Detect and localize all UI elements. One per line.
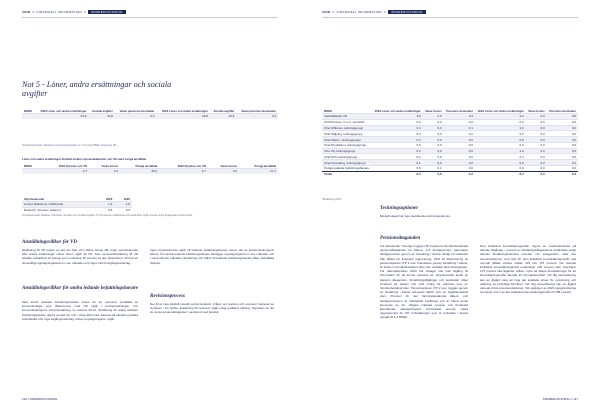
table-cell: 0,9 (372, 119, 423, 125)
header-rule (22, 17, 278, 18)
table-cell: Chef Produktion, ledningsgrupp (322, 142, 372, 148)
table-cell: 0,0 (423, 148, 444, 154)
table-cell: 1,8 (114, 202, 132, 208)
table-cell: 0,4 (89, 169, 120, 174)
table-cell: 0,0 (423, 142, 444, 148)
table-cell: 0,0 (547, 148, 578, 154)
table-cell: 0,0 (526, 119, 547, 125)
header-sep: // (332, 10, 335, 14)
column-header: 2022 Löner och andra ersättningar (477, 108, 524, 113)
table-cell: 0,0 (526, 114, 547, 120)
table-cell: 0,0 (526, 142, 547, 148)
page-header (22, 10, 126, 14)
table-cell: Chef Utveckling, ledningsgrupp (322, 160, 372, 166)
table-cell: 0,0 (444, 131, 475, 137)
table-cell: 0,8 (372, 166, 423, 172)
table-cell: 0,0 (526, 131, 547, 137)
table-note: Sociala kostnader inkluderar pensionskostnader om 4,3 (3,3) MSEK avseende VD. (22, 144, 118, 147)
table-cell: Totalt (322, 171, 372, 176)
column-header: 2022 (123, 196, 130, 201)
column-header: MSEK (24, 163, 33, 168)
table-cell: 0,3 (475, 142, 526, 148)
page-footer: 116 // ÅRSREDOVISNING (22, 397, 58, 401)
table-cell: 0,0 (526, 137, 547, 143)
table-row (22, 114, 278, 119)
table-cell: 29,8 (156, 114, 209, 119)
body-text: Den kollektiva konsolideringsnivån utgörs av marknadsvärdet på Alectas tillgångar i procent av försäkringsåtagandena beräknade enligt Alectas försäkringstekniska metoder och antaganden, vilka inte överensstämmer med IAS 19. Den kollektiva konsolideringsnivån ska normalt tillåtas variera mellan 125 och 175 procent. Om Alectas kollektiva konsolideringsnivå understiger 125 procent eller överstiger 175 procent ska åtgärder vidtas i syfte att skapa förutsättningar för att konsolideringsnivån återgår till normalintervallet. Vid låg konsolidering kan en åtgärd vara att höja det avtalade priset för nyteckning och utökning av befintliga förmåner. Vid hög konsolidering kan en åtgärd vara att införa premiereduktioner. Vid utgången av 2023 uppgick Alectas överskott i form av den kollektiva konsolideringsnivån till 158 procent. (480, 244, 576, 295)
table-cell: 33,0 (35, 114, 88, 119)
table-cell: Daniel R. Jonsson, ledamot (22, 207, 97, 212)
body-text: För tjänstemän i Sverige tryggas ITP 2-planens förmånsbestämda pensionsåtaganden för ålders- och familjepension (alternativt familjepension) genom en försäkring i Alecta. Enligt ett uttalande från Rådet för finansiell rapportering, UFR 10 Redovisning av pensionsplanen ITP 2 som finansieras genom försäkring i Alecta, är detta en förmånsbestämd plan som omfattar flera arbetsgivare. För räkenskapsåret 2023 har bolaget inte haft tillgång till information för att kunna redovisa sin proportionella andel av planens åtaganden, förvaltningstillgångar och kostnader vilket inneburit att planen inte varit möjlig att redovisa som en förmånsbestämd plan. Pensionsplanen ITP 2 som tryggas genom en försäkring i Alecta redovisas därför som en avgiftsbestämd plan. Premien för den förmånsbestämda ålders- och familjepensionen är individuellt beräknad och är bland annat beroende av lön, tidigare intjänad pension och förväntad återstående tjänstgöringstid. Förväntade premier nästa rapportperiod för ITP 2-försäkringar som är tecknade i Alecta uppgår till 1,2 MSEK. (380, 244, 468, 320)
table-cell: 0,9 (475, 160, 526, 166)
header-section: VINN (322, 10, 331, 14)
header-rule (322, 17, 578, 18)
table-cell: 0,0 (547, 160, 578, 166)
table-cell: 0,9 (475, 166, 526, 172)
table-cell: 0,0 (526, 171, 547, 176)
section-heading: Anställningsvillkor för VD (22, 240, 78, 245)
table-cell: 1,0 (475, 125, 526, 131)
table-cell: 0,0 (423, 137, 444, 143)
table-cell: 0,0 (423, 125, 444, 131)
column-header: Övriga anställda (254, 163, 276, 168)
header-breadcrumb: FINANSIELL INFORMATION (36, 10, 82, 14)
right-page (300, 0, 600, 407)
table-cell: Chef Markn., ledningsgrupp (322, 137, 372, 143)
header-sep: // (32, 10, 35, 14)
column-header: Pensions-kostnader (446, 108, 473, 113)
total-row (322, 171, 578, 176)
table-cell (22, 169, 40, 174)
column-header: Övriga anställda (135, 163, 158, 168)
table-note: *Ersättning 2022 (322, 198, 342, 201)
table-cell: 0,4 (475, 154, 526, 160)
page-title: Not 5 - Löner, andra ersättningar och sociala avgifter (22, 80, 172, 98)
table-cell: Verkställande VD (322, 114, 372, 120)
table-cell (22, 114, 35, 119)
table-cell: 30,3 (120, 169, 159, 174)
table-cell: 0,0 (208, 169, 239, 174)
section-heading: Teckningsoptioner (380, 206, 419, 211)
table-cell: 0,0 (547, 166, 578, 172)
table-cell: 0,0 (475, 119, 526, 125)
table-cell: 1,0 (475, 148, 526, 154)
table-cell: 2,7 (40, 169, 89, 174)
table-cell: CFO/Finance, fr.o.m. okt 2023 (322, 119, 372, 125)
section-heading: Revisionsprocess (150, 294, 185, 299)
table-row (22, 169, 278, 174)
table-cell: 10,9 (210, 114, 236, 119)
executive-pay-table (322, 108, 578, 177)
table-cell: 3,2 (475, 114, 526, 120)
table-cell: 0,0 (547, 137, 578, 143)
salary-table (22, 108, 278, 119)
table-cell: 8,4 (372, 171, 423, 176)
body-text: Ersättning till VD utgörs av fast lön från Vinn Wave Group AB. Inget styrelsearvode eller andra ersättningar utöver lönen utgår till VD. Som pensionsförsäkring till VD betalas månadsvis ett belopp som motsvarar 30 procent av den fasta lönen. VD har ett ömsesidigt uppsägningsavtal om sex månader och ingen rätt till avgångsvederlag. (22, 248, 138, 265)
table-cell: 2,7 (159, 169, 208, 174)
header-section: VINN (22, 10, 31, 14)
table-cell: 2,3 (547, 171, 578, 176)
table-cell: 0,3 (372, 148, 423, 154)
table-label: Löner och andra ersättningar fördelat mellan styrelseledamöter och VD samt övriga anställda (22, 157, 147, 161)
column-header: Varav pensions-kostnader (119, 108, 155, 113)
table-cell: 0,0 (444, 166, 475, 172)
table-cell: 0,0 (444, 160, 475, 166)
table-cell: 0,0 (547, 142, 578, 148)
page-header (322, 10, 426, 14)
section-heading: Pensionsåtaganden (380, 236, 421, 241)
table-cell: 0,0 (526, 166, 547, 172)
table-cell: 0,0 (444, 142, 475, 148)
table-cell: 3,3 (236, 114, 278, 119)
table-cell: 0,1 (372, 160, 423, 166)
column-header: MSEK (324, 108, 333, 113)
column-header: Varav bonus (528, 108, 545, 113)
body-text: Moderbolaget har inga utestående teckningsoptioner. (380, 214, 451, 218)
body-text: Det finns inga särskilt utsedd revisionsutskott. Frågor om revision och revisorer hanteras av styrelsen i sin helhet. Ersättning till revisorer utgår enligt godkänd räkning. Styrelsen tar del av revisorernas iakttagelser i samband med bokslut. (150, 302, 274, 315)
table-cell: Övriga ledande befattningshavare (322, 166, 372, 172)
board-table (22, 163, 278, 174)
table-cell: 0,5 (423, 114, 444, 120)
header-sep: // (383, 10, 387, 14)
table-cell: 0,1 (423, 166, 444, 172)
table-cell: 0,5 (97, 207, 115, 212)
column-header: Varav bonus (220, 163, 238, 168)
table-cell: 3,8 (372, 114, 423, 120)
column-header: Varav pensions-kostnader (241, 108, 276, 113)
table-cell: 0,0 (547, 125, 578, 131)
column-header: Sociala avgifter (213, 108, 235, 113)
header-tag: ÅRSREDOVISNING (388, 10, 425, 14)
table-cell: 4,3 (115, 114, 157, 119)
body-text: Inget styrelsearvode utgår till ledande befattningshavare utöver del av koncernledningens arbete. För andra ledande befattningshavare föreligger uppsägningstid om sex månader och i vissa fall tolv månader. Ersättning och villkor till ledande befattningshavare följer fastställda riktlinjer. (150, 248, 274, 265)
column-header: Varav bonus (425, 108, 442, 113)
table-note: Styrelsearvodet fördelas i två delar, arvodet och sociala avgifter. Till styrelsens ordförande och ledamöter utgår arvode enligt bolagsstämmans beslut. (22, 214, 193, 217)
table-cell: 0,0 (526, 125, 547, 131)
table-cell: 0,0 (526, 148, 547, 154)
table-cell: 0,0 (526, 154, 547, 160)
table-cell: 0,4 (372, 125, 423, 131)
table-cell: 0,0 (423, 119, 444, 125)
body-text: Med andra ledande befattningshavare avses de tre personer anställda av koncernbolaget som tillsammans med VD ingår i koncernledningen. För koncernledningens sammansättning se sidorna 40-41. Ersättning till andra ledande befattningshavare utgörs av fast lön och i vissa fall bonus baserat på särskilt uppsatta individuella mål. Inga avgångsvederlag, utöver uppsägningslön, utgår. (22, 300, 138, 321)
table-cell: 0,3 (372, 137, 423, 143)
header-tag: ÅRSREDOVISNING (88, 10, 125, 14)
table-cell: 0,0 (444, 148, 475, 154)
table-cell: 0,0 (444, 137, 475, 143)
column-header: 2023 Löner och andra ersättningar (40, 108, 87, 113)
table-cell: 0,0 (444, 154, 475, 160)
column-header: 2022 Styrelse och VD (177, 163, 206, 168)
table-cell: Chef Säljning, ledningsgrupp (322, 131, 372, 137)
page-footer: ÅRSREDOVISNING // 117 (542, 397, 578, 401)
table-row (22, 207, 132, 212)
table-cell: 0,4 (372, 131, 423, 137)
column-header: Pensions-kostnader (549, 108, 576, 113)
header-breadcrumb: FINANSIELL INFORMATION (336, 10, 382, 14)
table-cell: 0,8 (547, 114, 578, 120)
column-header: 2023 Styrelse och VD (58, 163, 88, 168)
table-cell: 8,4 (475, 171, 526, 176)
table-cell: 0,5 (114, 207, 132, 212)
table-cell: 1,9 (97, 202, 115, 208)
header-sep: // (83, 10, 87, 14)
table-cell: Leelyn Maksimov, ordförande (22, 202, 97, 208)
table-cell: 0,0 (547, 154, 578, 160)
column-header: 2023 Löner och andra ersättningar (374, 108, 421, 113)
column-header: MSEK (24, 108, 33, 113)
column-header: Varav bonus (101, 163, 119, 168)
table-cell: 0,5 (372, 142, 423, 148)
table-cell: 0,0 (423, 154, 444, 160)
table-cell: 11,8 (88, 114, 114, 119)
column-header: Styrelsearvode (24, 196, 45, 201)
table-cell: Chef Affärsutv, ledningsgrupp (322, 125, 372, 131)
table-cell: 0,3 (444, 114, 475, 120)
table-cell: 0,2 (475, 131, 526, 137)
table-cell: 0,0 (423, 160, 444, 166)
table-cell: 0,4 (372, 154, 423, 160)
table-cell: 0,0 (526, 160, 547, 166)
table-cell: 2,2 (444, 171, 475, 176)
column-header: 2023 (106, 196, 113, 201)
column-header: 2022 Löner och andra ersättningar (162, 108, 208, 113)
table-cell: 0,6 (423, 171, 444, 176)
board-fee-table (22, 196, 132, 213)
table-cell: 0,0 (475, 137, 526, 143)
table-cell: 0,0 (547, 131, 578, 137)
table-cell: 0,0 (423, 131, 444, 137)
column-header: Sociala avgifter (92, 108, 113, 113)
table-cell: 0,0 (444, 119, 475, 125)
table-cell: 27,1 (239, 169, 278, 174)
table-cell: Chef Drift, ledningsgrupp (322, 154, 372, 160)
table-cell: Vice VD, ledningsgrupp (322, 148, 372, 154)
section-heading: Anställningsvillkor för andra ledande befattningshavare (22, 286, 139, 291)
table-cell: 0,0 (547, 119, 578, 125)
table-cell: 0,1 (444, 125, 475, 131)
